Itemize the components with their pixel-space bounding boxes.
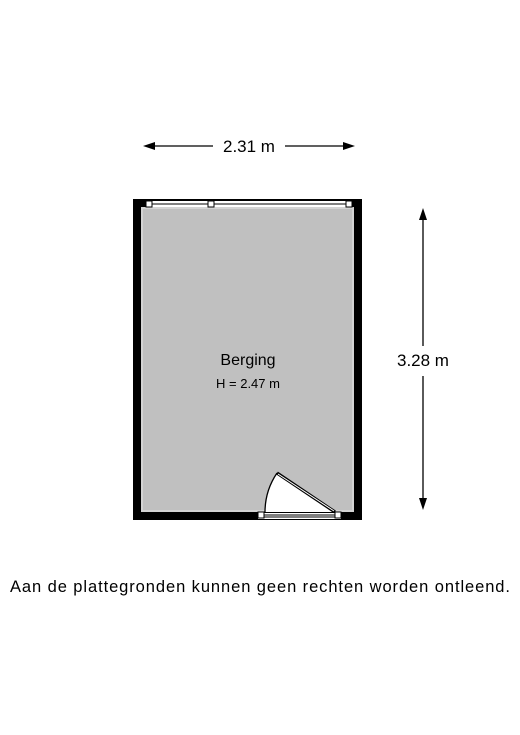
door-opening bbox=[258, 513, 341, 519]
width-arrow-right-icon bbox=[343, 142, 355, 150]
door-jamb-right bbox=[335, 512, 341, 518]
depth-dimension bbox=[397, 208, 449, 510]
width-dimension-label: 2.31 m bbox=[223, 137, 275, 156]
door-jamb-left bbox=[258, 512, 264, 518]
room-height-label: H = 2.47 m bbox=[216, 376, 280, 391]
window-post-middle bbox=[208, 201, 214, 207]
width-dimension bbox=[143, 137, 355, 156]
depth-arrow-down-icon bbox=[419, 498, 427, 510]
window-top bbox=[146, 201, 352, 207]
depth-arrow-up-icon bbox=[419, 208, 427, 220]
disclaimer-text: Aan de plattegronden kunnen geen rechten worden ontleend. bbox=[10, 578, 510, 596]
window-post-left bbox=[146, 201, 152, 207]
width-arrow-left-icon bbox=[143, 142, 155, 150]
room-name: Berging bbox=[220, 352, 276, 369]
window-post-right bbox=[346, 201, 352, 207]
room-berging bbox=[133, 199, 362, 520]
depth-dimension-label: 3.28 m bbox=[397, 351, 449, 370]
